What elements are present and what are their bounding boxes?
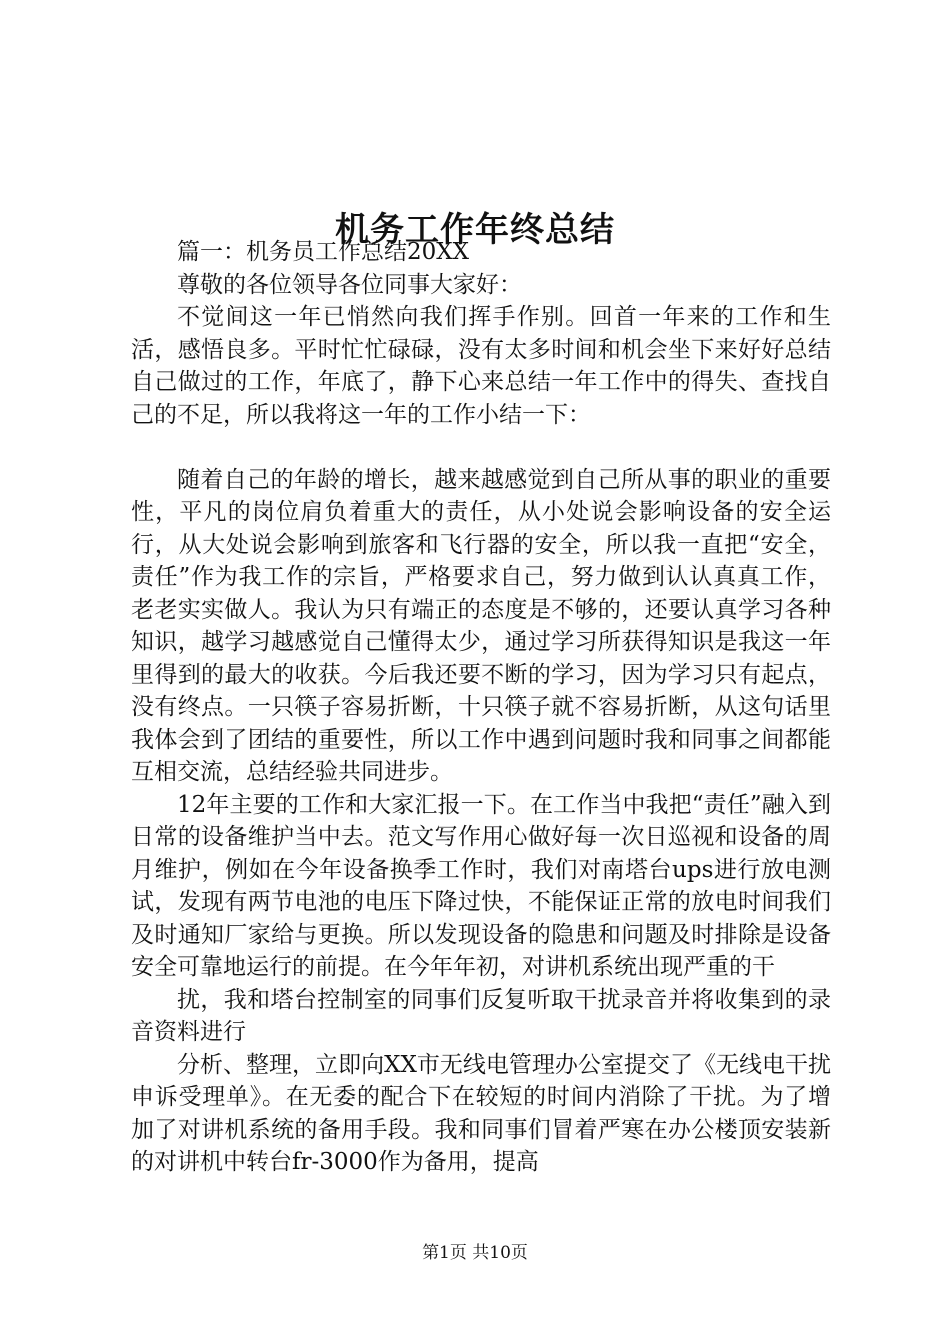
document-body <box>131 236 831 1179</box>
section-heading: 篇一：机务员工作总结20XX <box>177 239 470 265</box>
body-paragraph: 随着自己的年龄的增长，越来越感觉到自己所从事的职业的重要性，平凡的岗位肩负着重大的责任，从小处说会影响设备的安全运行，从大处说会影响到旅客和飞行器的安全，所以我一直把“安全，责任”作为我工作的宗旨，严格要求自己，努力做到认认真真工作，老老实实做人。我认为只有端正的态度是不够的，还要认真学习各种知识，越学习越感觉自己懂得太少，通过学习所获得知识是我这一年里得到的最大的收获。今后我还要不断的学习，因为学习只有起点，没有终点。一只筷子容易折断，十只筷子就不容易折断，从这句话里我体会到了团结的重要性，所以工作中遇到问题时我和同事之间都能互相交流，总结经验共同进步。 <box>131 466 831 785</box>
document-title: 机务工作年终总结 <box>335 209 615 250</box>
body-paragraph: 扰，我和塔台控制室的同事们反复听取干扰录音并将收集到的录音资料进行 <box>131 986 831 1045</box>
body-paragraph: 不觉间这一年已悄然向我们挥手作别。回首一年来的工作和生活，感悟良多。平时忙忙碌碌，没有太多时间和机会坐下来好好总结自己做过的工作，年底了，静下心来总结一年工作中的得失、查找自己的不足，所以我将这一年的工作小结一下： <box>131 304 831 428</box>
salutation: 尊敬的各位领导各位同事大家好： <box>177 271 522 298</box>
page-number-footer: 第1页 共10页 <box>422 1243 528 1263</box>
body-paragraph: 分析、整理，立即向XX市无线电管理办公室提交了《无线电干扰申诉受理单》。在无委的配合下在较短的时间内消除了干扰。为了增加了对讲机系统的备用手段。我和同事们冒着严寒在办公楼顶安装新的对讲机中转台fr-3000作为备用，提高 <box>131 1051 831 1175</box>
body-paragraph: 12年主要的工作和大家汇报一下。在工作当中我把“责任”融入到日常的设备维护当中去。范文写作用心做好每一次日巡视和设备的周月维护，例如在今年设备换季工作时，我们对南塔台ups进行放电测试，发现有两节电池的电压下降过快，不能保证正常的放电时间我们及时通知厂家给与更换。所以发现设备的隐患和问题及时排除是设备安全可靠地运行的前提。在今年年初，对讲机系统出现严重的干 <box>131 791 831 980</box>
